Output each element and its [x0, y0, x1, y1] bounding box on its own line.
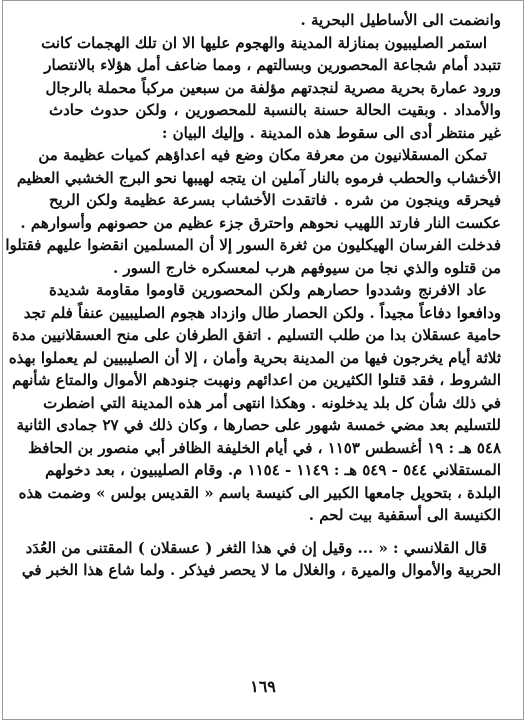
text-line: فيحرقه وينجون من شره . فاتقدت الأخشاب بسرعة عظيمة ولكن الريح	[49, 191, 501, 209]
text-line: من قتلوه والذي نجا من سيوفهم هرب لمعسكره خارج السور .	[112, 258, 501, 277]
text-line: البلدة ، بتحويل جامعها الكبير الى كنيسة باسم « القديس بولس » وضمت هذه	[18, 483, 501, 502]
text-line: للتسليم بعد مضي خمسة شهور على حصارها ، وكان ذلك في ٢٧ جمادى الثانية	[16, 416, 501, 434]
text-line: ورود عمارة بحرية مصرية لنجدتهم مؤلفة من سبعين مركباً محملة بالرجال	[45, 78, 501, 97]
page-number: ١٦٩	[250, 677, 276, 696]
text-line: قال القلانسي : « ... وقيل إن في هذا الثغر ( عسقلان ) المقتنى من العُدَد	[25, 538, 487, 557]
text-line: ٥٤٨ هـ : ١٩ أغسطس ١١٥٣ ، في أيام الخليفة الظافر أبي منصور بن الحافظ	[27, 438, 501, 457]
text-line: استمر الصليبيون بمنازلة المدينة والهجوم عليها الا ان تلك الهجمات كانت	[41, 33, 487, 52]
text-line: الكنيسة الى أسقفية بيت لحم .	[308, 506, 501, 524]
paragraph	[41, 32, 501, 145]
paragraph	[8, 279, 501, 527]
paragraph	[21, 537, 501, 582]
text-line: غير منتظر أدى الى سقوط هذه المدينة . وإليك البيان :	[161, 123, 501, 142]
text-line: والأمداد . وبقيت الحالة حسنة بالنسبة للمحصورين ، ولكن حدوث حادث	[49, 101, 501, 119]
text-line: ثلاثة أيام يخرجون فيها من المدينة بحرية وأمان ، إلا أن الصليبيين لم يعملوا بهذه	[8, 348, 501, 367]
text-line: تمكن المسقلانيون من معرفة مكان وضع فيه اعداؤهم كميات عظيمة من	[38, 146, 487, 164]
text-line: ودافعوا دفاعاً مجيداً . ولكن الحصار طال وازداد هجوم الصليبيين عنفاً فلم تجد	[23, 303, 501, 322]
text-line: المستقلاني ٥٤٤ - ٥٤٩ هـ : ١١٤٩ - ١١٥٤ م. وقام الصليبيون ، بعد دخولهم	[45, 461, 501, 479]
page-body	[5, 9, 501, 582]
text-line: فدخلت الفرسان الهيكليون من ثغرة السور إلا أن المسلمين انقضوا عليهم فقتلوا	[5, 236, 501, 254]
text-line: الحربية والأموال والميرة ، والغلال ما لا يحصر فيذكر . ولما شاع هذا الخبر في	[21, 561, 501, 579]
paragraph-gap	[49, 527, 501, 537]
paragraph	[49, 9, 501, 32]
text-line: الأخشاب والحطب فرموه بالنار آملين ان يتجه لهيبها نحو البرج الخشبي العظيم	[16, 168, 501, 187]
text-line: وانضمت الى الأساطيل البحرية .	[300, 11, 501, 29]
text-line: تتبدد أمام شجاعة المحصورين وبسالتهم ، ومما ضاعف أمل هؤلاء بالانتصار	[44, 56, 501, 74]
text-line: في ذلك شأن كل بلد يدخلونه . وهكذا انتهى أمر هذه المدينة التي اضطرت	[43, 393, 501, 412]
text-line: حامية عسقلان بدا من طلب التسليم . اتفق الطرفان على منح العسقلانيين مدة	[11, 326, 501, 344]
text-line: عاد الافرنج وشددوا حصارهم ولكن المحصورين قاوموا مقاومة شديدة	[49, 281, 487, 299]
paragraph	[5, 144, 501, 279]
book-page	[2, 0, 524, 720]
text-line: الشروط ، فقد قتلوا الكثيرين من اعدائهم ونهبت جنودهم الأموال والمتاع شأنهم	[12, 371, 501, 389]
text-line: عكست النار فارتد اللهيب نحوهم واحترق جزء عظيم من حصونهم وأسوارهم .	[20, 213, 501, 232]
